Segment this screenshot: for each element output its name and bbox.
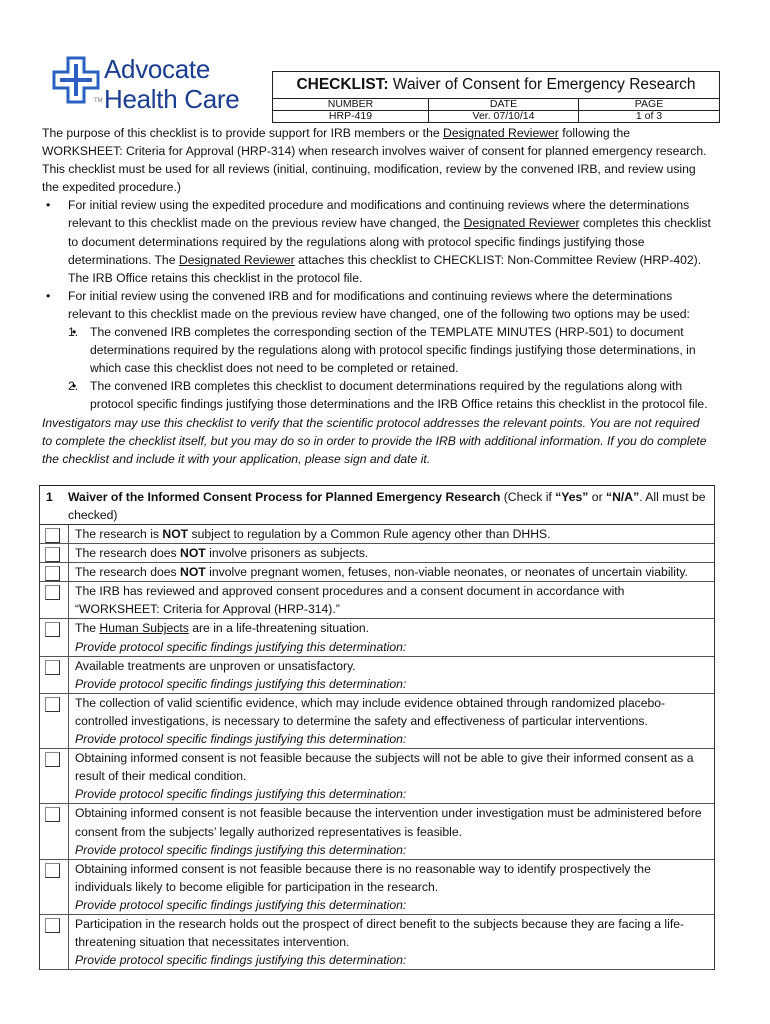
criterion-text xyxy=(75,582,710,618)
checklist-item-text xyxy=(69,619,714,655)
criterion-emphasis: NOT xyxy=(180,546,206,561)
section-note-na: “N/A” xyxy=(606,490,640,504)
criterion-text-pre: The research does xyxy=(75,565,181,580)
section-title: Waiver of the Informed Consent Process for Planned Emergency Research xyxy=(68,490,501,504)
bullet-1-text-b: completes this checklist to document determinations required by the regulations along with protocol specific findings justifying those determinations. The xyxy=(68,216,711,267)
checklist-item-text xyxy=(69,860,714,914)
checklist-row xyxy=(40,694,714,749)
checkbox[interactable] xyxy=(45,547,60,562)
checklist-row xyxy=(40,563,714,582)
document-header-box xyxy=(272,71,720,123)
checkbox-cell xyxy=(40,563,69,581)
criterion-text xyxy=(75,544,710,562)
checklist-item-text xyxy=(69,544,714,562)
designated-reviewer-link[interactable]: Designated Reviewer xyxy=(443,126,559,140)
review-options-list xyxy=(42,196,712,413)
checklist-item-text xyxy=(69,694,714,748)
checklist-row xyxy=(40,582,714,619)
checklist-item-text xyxy=(69,525,714,543)
criterion-text xyxy=(75,860,710,896)
criterion-text-pre: Participation in the research holds out the prospect of direct benefit to the subjects because they are facing a life-threatening situation that necessitates intervention. xyxy=(75,916,685,950)
criterion-text-pre: Available treatments are unproven or unsatisfactory. xyxy=(75,658,356,673)
checklist-item-text xyxy=(69,582,714,618)
option-2-text: The convened IRB completes this checklist to document determinations required by the regulations along with protocol specific findings justifying those determinations and the IRB Office retains this checklist in the protocol file. xyxy=(90,379,708,412)
checklist-row xyxy=(40,525,714,544)
page-value: 1 of 3 xyxy=(635,110,663,122)
option-1: • 1. The convened IRB completes the corresponding section of the TEMPLATE MINUTES (HRP-501) to document determinations required by the regulations along with protocol specific findings justifying those determinations, in which case this checklist does not need to be completed or retained. xyxy=(68,323,712,377)
checkbox-cell xyxy=(40,619,69,655)
checkbox-cell xyxy=(40,525,69,543)
section-note-b: . All must be checked) xyxy=(68,490,706,522)
cross-logo-icon xyxy=(52,56,100,104)
checkbox[interactable] xyxy=(45,863,60,878)
criterion-text-pre: The research is xyxy=(75,527,163,541)
findings-prompt[interactable]: Provide protocol specific findings justifying this determination: xyxy=(75,639,407,654)
logo-line-2: Health Care xyxy=(104,84,240,114)
checkbox[interactable] xyxy=(45,528,60,543)
document-meta-grid xyxy=(273,99,719,122)
purpose-text-a: The purpose of this checklist is to provide support for IRB members or the xyxy=(42,126,444,140)
section-note-a: (Check if xyxy=(500,490,556,504)
findings-prompt[interactable]: Provide protocol specific findings justifying this determination: xyxy=(75,787,407,802)
trademark-mark: TM xyxy=(94,98,103,104)
page-label: PAGE xyxy=(579,99,719,111)
checklist-item-text xyxy=(69,749,714,803)
bullet-1-text-c: attaches this checklist to CHECKLIST: Non-Committee Review (HRP-402). The IRB Office retains this checklist in the protocol file. xyxy=(68,252,702,285)
checklist-row xyxy=(40,657,714,694)
title-text: Waiver of Consent for Emergency Research xyxy=(388,76,696,93)
section-1-table xyxy=(39,485,715,970)
criterion-text xyxy=(75,657,710,675)
checkbox[interactable] xyxy=(45,585,60,600)
section-title-line xyxy=(68,488,708,524)
date-value: Ver. 07/10/14 xyxy=(429,111,579,122)
checkbox[interactable] xyxy=(45,566,60,581)
checklist-item-text xyxy=(69,804,714,858)
criterion-text xyxy=(75,563,710,581)
checklist-rows xyxy=(40,525,714,970)
checklist-row xyxy=(40,619,714,656)
findings-prompt[interactable]: Provide protocol specific findings justifying this determination: xyxy=(75,897,407,912)
checkbox[interactable] xyxy=(45,622,60,637)
findings-prompt[interactable]: Provide protocol specific findings justifying this determination: xyxy=(75,842,407,857)
option-1-text: The convened IRB completes the corresponding section of the TEMPLATE MINUTES (HRP-501) to document determinations required by the regulations along with protocol specific findings justifying those determinations, in which case this checklist does not need to be completed or retained. xyxy=(90,325,696,376)
checklist-item-text xyxy=(69,657,714,693)
checkbox[interactable] xyxy=(45,752,60,767)
checklist-row xyxy=(40,749,714,804)
checkbox[interactable] xyxy=(45,697,60,712)
findings-prompt[interactable]: Provide protocol specific findings justifying this determination: xyxy=(75,676,407,691)
logo-wordmark xyxy=(104,54,239,114)
date-label: DATE xyxy=(429,99,579,111)
criterion-text-pre: Obtaining informed consent is not feasible because there is no reasonable way to identify prospectively the individuals likely to become eligible for participation in the research. xyxy=(75,861,651,894)
checkbox-cell xyxy=(40,582,69,618)
intro-section xyxy=(42,124,712,468)
purpose-paragraph xyxy=(42,124,712,196)
criterion-text xyxy=(75,804,710,840)
criterion-text xyxy=(75,694,710,730)
checklist-item-text xyxy=(69,563,714,581)
checklist-row xyxy=(40,915,714,970)
findings-prompt[interactable]: Provide protocol specific findings justifying this determination: xyxy=(75,732,407,747)
findings-prompt[interactable]: Provide protocol specific findings justifying this determination: xyxy=(75,953,407,968)
checkbox-cell xyxy=(40,749,69,803)
section-number: 1 xyxy=(46,490,53,504)
criterion-text-pre: The collection of valid scientific evidence, which may include evidence obtained through randomized placebo-controlled investigations, is necessary to determine the safety and effectiveness of particular interventions. xyxy=(75,695,666,728)
checklist-row xyxy=(40,860,714,915)
checkbox[interactable] xyxy=(45,807,60,822)
number-value: HRP-419 xyxy=(273,111,429,122)
human-subjects-link[interactable]: Human Subjects xyxy=(99,621,189,636)
criterion-text-post: subject to regulation by a Common Rule agency other than DHHS. xyxy=(188,527,551,541)
bullet-convened xyxy=(42,287,712,414)
checkbox-cell xyxy=(40,804,69,858)
criterion-text xyxy=(75,525,710,543)
document-title xyxy=(273,72,719,99)
criterion-text xyxy=(75,619,710,637)
criterion-text-post: involve prisoners as subjects. xyxy=(205,546,369,561)
bullet-2-text: For initial review using the convened IRB and for modifications and continuing reviews where the determinations relevant to this checklist made on the previous review have changed, one of the following two options may be used: xyxy=(68,288,690,321)
designated-reviewer-link[interactable]: Designated Reviewer xyxy=(178,252,295,267)
criterion-emphasis: NOT xyxy=(162,527,189,541)
investigators-note: Investigators may use this checklist to verify that the scientific protocol addresses the relevant points. You are not required to complete the checklist itself, but you may do so in order to provide the IRB with additional information. If you do complete the checklist and include it with your application, please sign and date it. xyxy=(42,415,707,466)
criterion-emphasis: NOT xyxy=(180,565,206,580)
section-note-or: or xyxy=(588,490,607,504)
criterion-text xyxy=(75,749,710,785)
checkbox-cell xyxy=(40,694,69,748)
checkbox[interactable] xyxy=(45,918,60,933)
criterion-text xyxy=(75,915,710,951)
checkbox-cell xyxy=(40,657,69,693)
section-note-yes: “Yes” xyxy=(555,490,589,504)
criterion-text-pre: The research does xyxy=(75,546,181,561)
option-2: • 2. The convened IRB completes this checklist to document determinations required by the regulations along with protocol specific findings justifying those determinations and the IRB Office retains this checklist in the protocol file. xyxy=(68,377,712,413)
designated-reviewer-link[interactable]: Designated Reviewer xyxy=(463,216,580,231)
bullet-1-text-a: For initial review using the expedited procedure and modifications and continuing reviews where the determinations relevant to this checklist made on the previous review have changed, the xyxy=(68,198,690,231)
checkbox[interactable] xyxy=(45,660,60,675)
criterion-text-post: involve pregnant women, fetuses, non-viable neonates, or neonates of uncertain viability. xyxy=(205,565,688,580)
checkbox-cell xyxy=(40,915,69,969)
logo-line-1: Advocate xyxy=(104,54,211,84)
advocate-health-care-logo xyxy=(52,54,267,124)
bullet-expedited xyxy=(42,196,712,286)
checkbox-cell xyxy=(40,544,69,562)
convened-options-list xyxy=(68,323,712,413)
criterion-text-pre: Obtaining informed consent is not feasible because the subjects will not be able to give their informed consent as a result of their medical condition. xyxy=(75,751,694,784)
checklist-item-text xyxy=(69,915,714,969)
criterion-text-pre: The xyxy=(75,621,100,636)
number-label: NUMBER xyxy=(273,99,429,111)
title-prefix: CHECKLIST: xyxy=(296,76,389,93)
checkbox-cell xyxy=(40,860,69,914)
purpose-text-b: following the WORKSHEET: Criteria for Approval (HRP-314) when research involves waiver of consent for planned emergency research. This checklist must be used for all reviews (initial, continuing, modification, review by the convened IRB, and review using the expedited procedure.) xyxy=(42,126,707,195)
checklist-row xyxy=(40,544,714,563)
criterion-text-pre: Obtaining informed consent is not feasible because the intervention under investigation must be administered before consent from the subjects’ legally authorized representatives is feasible. xyxy=(75,806,702,839)
checklist-row xyxy=(40,804,714,859)
criterion-text-pre: The IRB has reviewed and approved consent procedures and a consent document in accordance with “WORKSHEET: Criteria for Approval (HRP-314).” xyxy=(75,584,625,617)
section-1-header xyxy=(40,486,714,525)
criterion-text-post: are in a life-threatening situation. xyxy=(188,621,370,636)
